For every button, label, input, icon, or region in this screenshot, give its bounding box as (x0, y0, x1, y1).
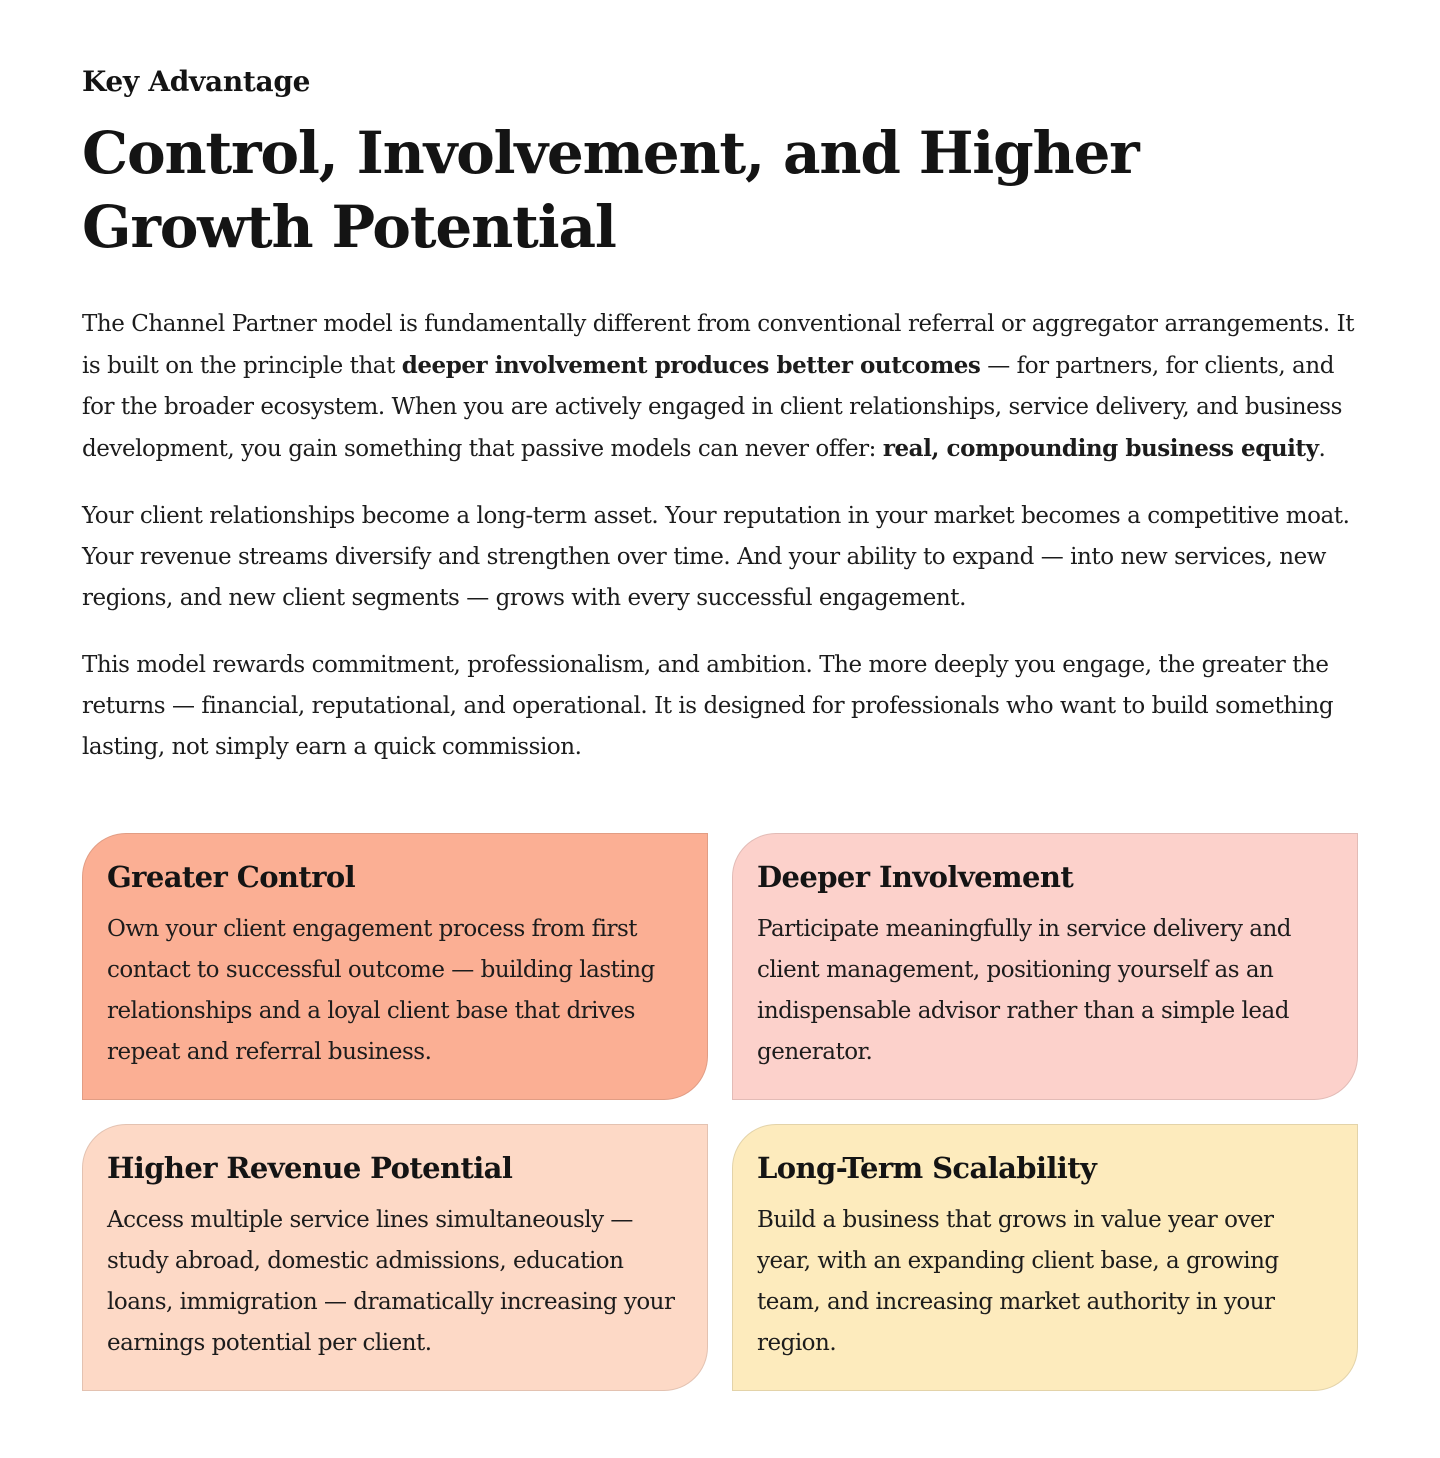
advantage-cards-grid (82, 833, 1358, 1391)
card-title: Deeper Involvement (757, 860, 1074, 894)
card-body: Participate meaningfully in service delivery and client management, positioning yourself as an indispensable advisor rather than a simple lead generator. (757, 916, 1292, 1065)
card-body: Access multiple service lines simultaneously — study abroad, domestic admissions, education loans, immigration — dramatically increasing your earnings potential per client. (107, 1207, 675, 1356)
intro-paragraph-2: Your client relationships become a long-term asset. Your reputation in your market becomes a competitive moat. Your revenue streams diversify and strengthen over time. And your ability to expand — into new services, new regions, and new client segments — grows with every successful engagement. (82, 503, 1350, 611)
card-body: Build a business that grows in value year over year, with an expanding client base, a growing team, and increasing market authority in your region. (757, 1207, 1279, 1356)
intro-paragraph-3: This model rewards commitment, professionalism, and ambition. The more deeply you engage, the greater the returns — financial, reputational, and operational. It is designed for professionals who want to build something lasting, not simply earn a quick commission. (82, 652, 1334, 760)
card-greater-control (82, 833, 708, 1100)
card-title: Higher Revenue Potential (107, 1151, 513, 1185)
page-title: Control, Involvement, and Higher Growth Potential (82, 119, 1139, 261)
card-body: Own your client engagement process from first contact to successful outcome — building lasting relationships and a loyal client base that drives repeat and referral business. (107, 916, 655, 1065)
card-title: Greater Control (107, 860, 356, 894)
card-long-term-scalability (732, 1124, 1358, 1391)
intro-paragraph-1 (82, 304, 1358, 470)
card-deeper-involvement (732, 833, 1358, 1100)
intro-text: . (1318, 436, 1326, 462)
card-title: Long-Term Scalability (757, 1151, 1097, 1185)
card-higher-revenue-potential (82, 1124, 708, 1391)
eyebrow-label: Key Advantage (82, 65, 311, 98)
intro-emphasis: deeper involvement produces better outcomes (401, 352, 981, 379)
intro-text: The Channel Partner model is fundamentally different from conventional referral or aggregator arrangements. It is built on the principle that (82, 311, 1355, 379)
intro-emphasis: real, compounding business equity (882, 435, 1319, 462)
intro-text: — for partners, for clients, and for the broader ecosystem. When you are actively engaged in client relationships, service delivery, and business development, you gain something that passive models can never offer: (82, 353, 1343, 462)
